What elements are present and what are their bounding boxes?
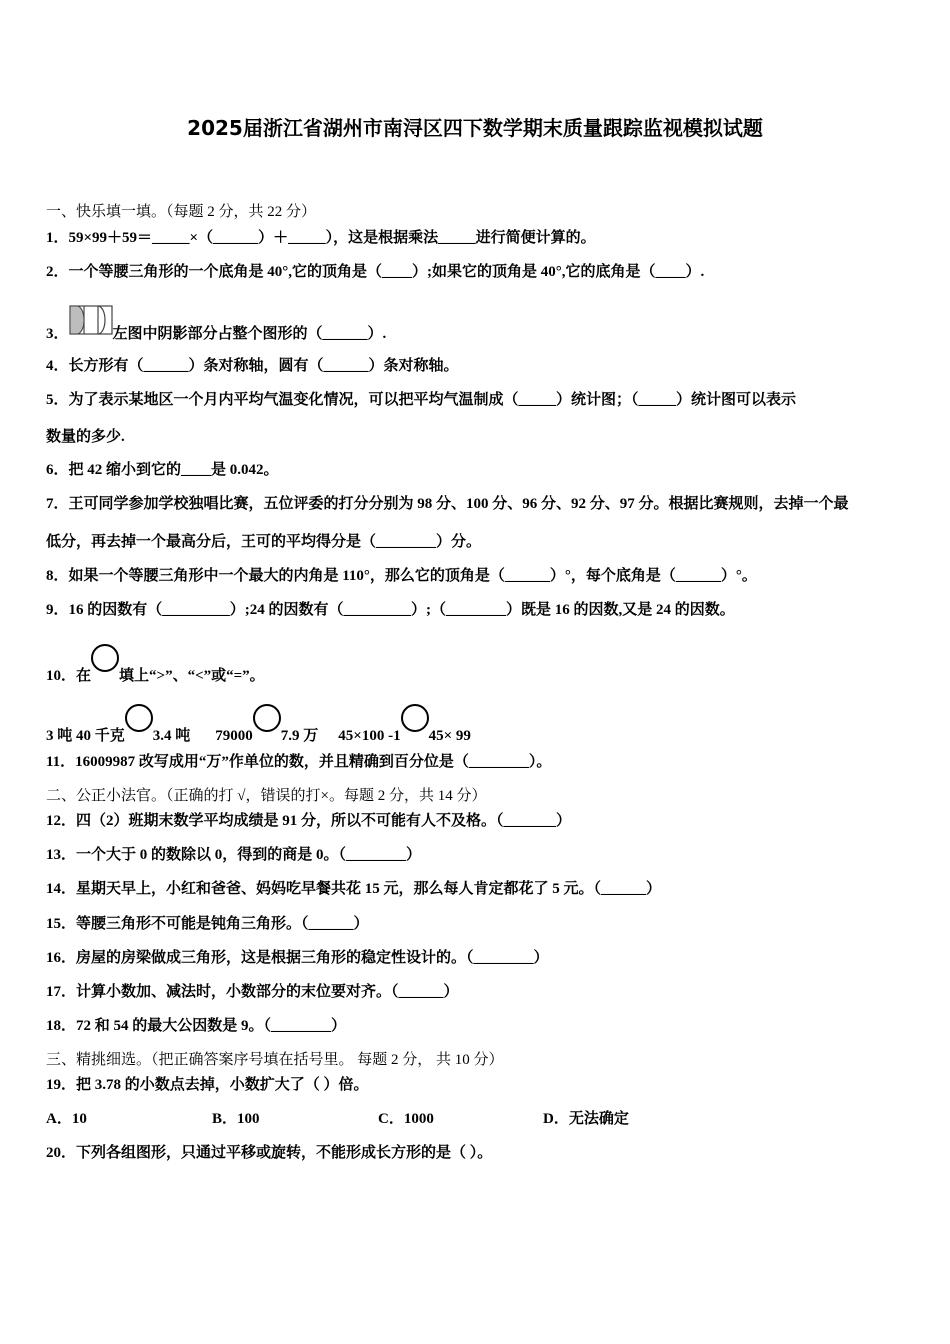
section-1-heading: 一、快乐填一填。（每题 2 分，共 22 分） xyxy=(46,204,317,220)
blank-circle-icon xyxy=(401,704,429,732)
question-3 xyxy=(46,305,386,344)
question-3-number: 3． xyxy=(46,326,69,342)
section-2-heading: 二、公正小法官。（正确的打 √，错误的打×。每题 2 分，共 14 分） xyxy=(46,788,487,804)
question-6: 6．把 42 缩小到它的____是 0.042。 xyxy=(46,462,279,478)
question-12: 12．四（2）班期末数学平均成绩是 91 分，所以不可能有人不及格。（_______） xyxy=(46,813,572,829)
comparison-right-2: 7.9 万 xyxy=(280,728,319,744)
question-18: 18．72 和 54 的最大公因数是 9。（________） xyxy=(46,1018,347,1034)
question-19: 19．把 3.78 的小数点去掉，小数扩大了（ ）倍。 xyxy=(46,1077,369,1093)
section-3-heading: 三、精挑细选。（把正确答案序号填在括号里。 每题 2 分， 共 10 分） xyxy=(46,1052,504,1068)
question-17: 17．计算小数加、减法时，小数部分的末位要对齐。（______） xyxy=(46,984,459,1000)
question-1: 1．59×99＋59＝_____×（______）＋_____），这是根据乘法_____进行简便计算的。 xyxy=(46,230,596,246)
option-a: A．10 xyxy=(46,1111,87,1127)
question-20: 20．下列各组图形，只通过平移或旋转，不能形成长方形的是（ ）。 xyxy=(46,1145,493,1161)
question-5-line-2: 数量的多少. xyxy=(46,429,125,445)
page-title: 2025届浙江省湖州市南浔区四下数学期末质量跟踪监视模拟试题 xyxy=(187,116,763,140)
question-15: 15．等腰三角形不可能是钝角三角形。（______） xyxy=(46,916,369,932)
question-8: 8．如果一个等腰三角形中一个最大的内角是 110°，那么它的顶角是（______）°，每个底角是（______）°。 xyxy=(46,568,757,584)
comparison-right-3: 45× 99 xyxy=(428,728,471,744)
blank-circle-icon xyxy=(91,644,119,672)
comparison-left-3: 45×100 -1 xyxy=(338,728,401,744)
blank-circle-icon xyxy=(125,704,153,732)
question-11: 11．16009987 改写成用“万”作单位的数，并且精确到百分位是（________）。 xyxy=(46,754,552,770)
question-10-comparisons xyxy=(46,704,471,746)
option-c: C．1000 xyxy=(378,1111,434,1127)
question-2: 2．一个等腰三角形的一个底角是 40°,它的顶角是（____）;如果它的顶角是 40°,它的底角是（____）. xyxy=(46,264,705,280)
question-9: 9．16 的因数有（_________）;24 的因数有（_________）;（________）既是 16 的因数,又是 24 的因数。 xyxy=(46,602,735,618)
comparison-right-1: 3.4 吨 xyxy=(152,728,191,744)
question-7-line-2: 低分，再去掉一个最高分后，王可的平均得分是（________）分。 xyxy=(46,534,482,550)
blank-circle-icon xyxy=(253,704,281,732)
question-16: 16．房屋的房梁做成三角形，这是根据三角形的稳定性设计的。（________） xyxy=(46,950,549,966)
comparison-left-1: 3 吨 40 千克 xyxy=(46,728,125,744)
question-10 xyxy=(46,644,265,686)
question-10-suffix: 填上“>”、“<”或“=”。 xyxy=(119,668,265,684)
option-d: D．无法确定 xyxy=(543,1111,629,1127)
question-3-text: 左图中阴影部分占整个图形的（______）. xyxy=(112,326,387,342)
question-5-line-1: 5．为了表示某地区一个月内平均气温变化情况，可以把平均气温制成（_____）统计图；（_____）统计图可以表示 xyxy=(46,392,797,408)
question-10-prefix: 10．在 xyxy=(46,668,92,684)
question-14: 14．星期天早上，小红和爸爸、妈妈吃早餐共花 15 元，那么每人肯定都花了 5 元。（______） xyxy=(46,881,662,897)
shaded-rectangle-figure xyxy=(69,305,113,335)
comparison-left-2: 79000 xyxy=(215,728,253,744)
option-b: B．100 xyxy=(212,1111,260,1127)
question-4: 4．长方形有（______）条对称轴，圆有（______）条对称轴。 xyxy=(46,358,459,374)
question-13: 13．一个大于 0 的数除以 0，得到的商是 0。（________） xyxy=(46,847,422,863)
question-7-line-1: 7．王可同学参加学校独唱比赛，五位评委的打分分别为 98 分、100 分、96 分、92 分、97 分。根据比赛规则，去掉一个最 xyxy=(46,496,849,512)
